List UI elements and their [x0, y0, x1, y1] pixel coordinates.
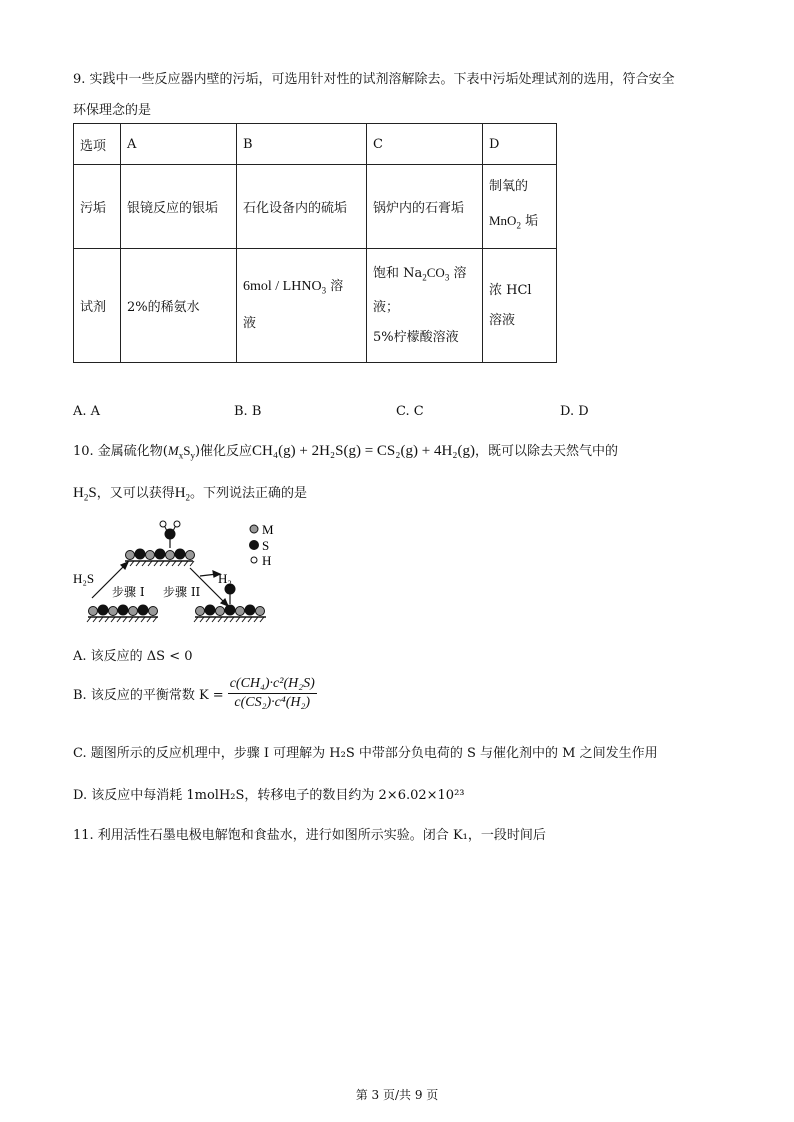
subscript: 3 [444, 272, 450, 283]
formula-text: H [174, 485, 186, 501]
fraction-denominator: c(CS₂)·c⁴(H₂) [234, 695, 311, 710]
q10-stem-line1 [73, 440, 618, 461]
table-cell: 银镜反应的银垢 [121, 165, 237, 249]
cell-text: 5%柠檬酸溶液 [373, 329, 459, 345]
row-label: 试剂 [74, 249, 121, 363]
subscript: 2 [83, 492, 89, 503]
cell-text: 浓 HCl [489, 282, 532, 298]
q10-option-a[interactable]: A. 该反应的 ΔS < 0 [73, 649, 193, 664]
option-b-prefix: B. 该反应的平衡常数 K = [73, 688, 224, 703]
q10-suffix: ，既可以除去天然气中的 [475, 444, 619, 459]
table-cell [237, 249, 367, 363]
q9-option-d[interactable]: D. D [560, 404, 589, 419]
table-cell [483, 249, 557, 363]
table-header-cell: A [121, 124, 237, 165]
q10-stem-line2 [73, 482, 307, 503]
table-cell [483, 165, 557, 249]
surface-top [124, 561, 194, 566]
formula-text: CO [426, 265, 445, 281]
table-cell: 2%的稀氨水 [121, 249, 237, 363]
surface-right [194, 617, 266, 622]
reaction-equation: CH₄(g) + 2H₂S(g) = CS₂(g) + 4H₂(g) [252, 443, 475, 459]
subscript: y [190, 450, 195, 461]
atoms-right [196, 584, 265, 616]
q9-option-a[interactable]: A. A [73, 404, 101, 419]
cell-text: 垢 [520, 214, 539, 230]
cell-text: 液； [373, 299, 400, 315]
table-header-cell: B [237, 124, 367, 165]
table-header-cell: 选项 [74, 124, 121, 165]
cell-text: 液 [243, 316, 257, 332]
table-cell: 锅炉内的石膏垢 [367, 165, 483, 249]
subscript: x [178, 450, 184, 461]
formula-text: M [167, 443, 179, 458]
subscript: 3 [321, 285, 327, 296]
q10-option-d[interactable]: D. 该反应中每消耗 1molH₂S，转移电子的数目约为 2×6.02×10²³ [73, 788, 465, 803]
q9-option-b[interactable]: B. B [234, 404, 262, 419]
table-header-cell: D [483, 124, 557, 165]
q11-stem: 11. 利用活性石墨电极电解饱和食盐水，进行如图所示实验。闭合 K₁，一段时间后 [73, 828, 546, 843]
subscript: 2 [516, 220, 521, 231]
atoms-top [126, 521, 195, 560]
fraction-numerator: c(CH₄)·c²(H₂S) [228, 676, 317, 694]
formula-text: MnO [489, 213, 517, 229]
mechanism-diagram [70, 516, 280, 632]
label-h2s: H₂S [73, 571, 95, 586]
surface-left [87, 617, 158, 622]
atoms-left [89, 605, 158, 616]
formula-text: 6mol / LHNO [243, 278, 322, 294]
q10-mid: )催化反应 [194, 444, 253, 459]
q10-text: 。下列说法正确的是 [190, 486, 308, 501]
label-step1: 步骤 I [112, 585, 145, 599]
equilibrium-constant-fraction [228, 676, 317, 711]
legend [249, 525, 259, 563]
label-h2: H₂ [218, 571, 232, 586]
q9-stem-line2: 环保理念的是 [73, 103, 152, 118]
q9-table [73, 123, 557, 363]
legend-label-m: M [262, 522, 274, 537]
legend-label-h: H [262, 553, 272, 568]
subscript: 2 [422, 272, 427, 283]
formula-text: H [73, 485, 84, 501]
q10-option-b[interactable] [73, 676, 317, 711]
row-label: 污垢 [74, 165, 121, 249]
q10-text: ，又可以获得 [96, 486, 175, 501]
table-cell: 石化设备内的硫垢 [237, 165, 367, 249]
cell-text: 溶液 [489, 312, 516, 328]
q10-prefix: 10. 金属硫化物( [73, 444, 168, 459]
legend-label-s: S [262, 538, 270, 553]
reaction-arrows [92, 562, 228, 606]
q9-stem-line1: 9. 实践中一些反应器内壁的污垢，可选用针对性的试剂溶解除去。下表中污垢处理试剂的选用，符合安全 [73, 72, 675, 87]
cell-text: 饱和 Na [373, 266, 423, 282]
cell-text: 溶 [449, 266, 467, 282]
formula-text: S [88, 485, 97, 501]
cell-text: 溶 [326, 278, 344, 294]
cell-text: 制氧的 [489, 179, 529, 195]
label-step2: 步骤 II [163, 585, 201, 599]
formula-text: S [183, 443, 191, 458]
page-footer: 第 3 页/共 9 页 [355, 1088, 439, 1102]
table-header-cell: C [367, 124, 483, 165]
subscript: 2 [185, 492, 191, 503]
q9-option-c[interactable]: C. C [396, 404, 424, 419]
table-cell [367, 249, 483, 363]
q10-option-c[interactable]: C. 题图所示的反应机理中，步骤 I 可理解为 H₂S 中带部分负电荷的 S 与催化剂中的 M 之间发生作用 [73, 746, 658, 761]
